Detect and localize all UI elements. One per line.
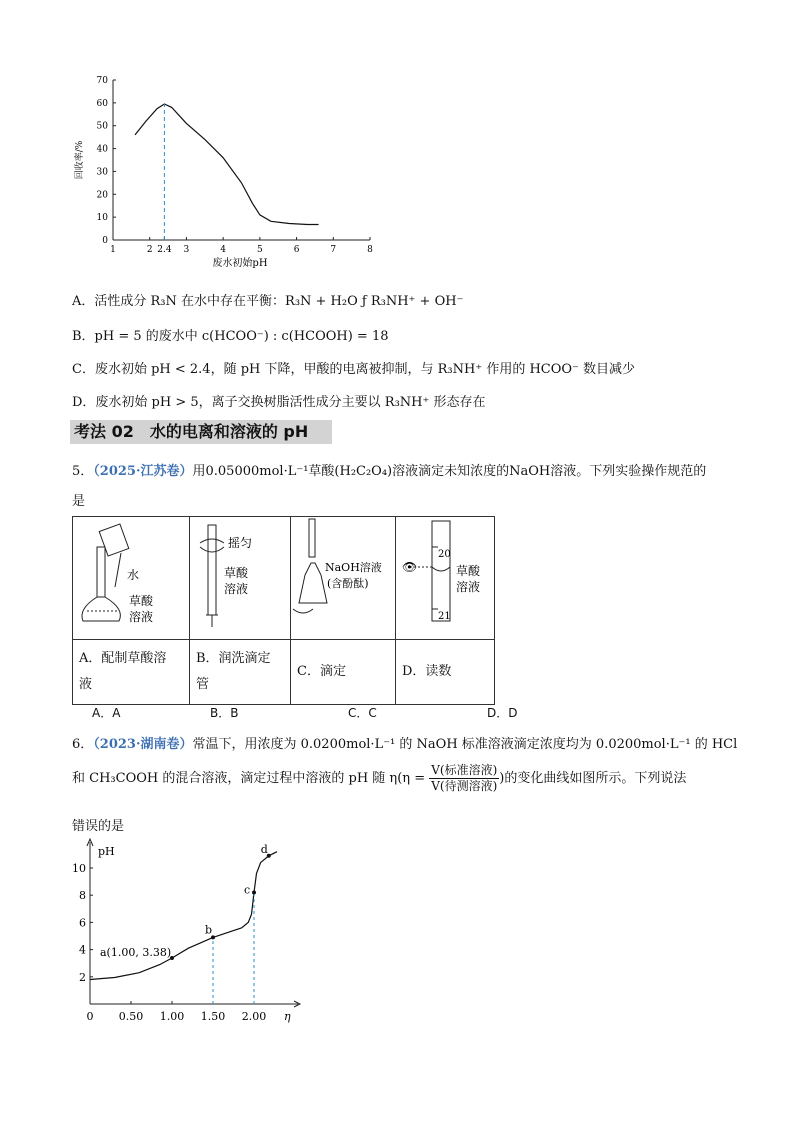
choice-c: C．C (348, 706, 377, 720)
fig-cell-a (73, 517, 190, 640)
section-header: 考法 02 水的电离和溶液的 pH (70, 420, 332, 444)
point-c (252, 890, 256, 894)
option-a: A．活性成分 R₃N 在水中存在平衡：R₃N + H₂O ƒ R₃NH⁺ + OH⁻ (72, 294, 464, 309)
y-tick-label: 70 (96, 76, 108, 86)
choice-d: D．D (487, 706, 518, 720)
question-text: 用0.05000mol·L⁻¹草酸(H₂C₂O₄)溶液滴定未知浓度的NaOH溶液。下列实验操作规范的 (192, 464, 707, 479)
fig-label: 溶液 (129, 610, 154, 624)
question-6 (72, 733, 737, 752)
titration-curve-chart (70, 836, 310, 1026)
x-tick-label: 0 (86, 1010, 94, 1023)
operations-table (72, 516, 495, 705)
x-tick-label: 6 (293, 245, 300, 255)
y-tick-label: 20 (96, 190, 108, 201)
question-number: 6． (72, 737, 94, 752)
question-text: 常温下，用浓度为 0.0200mol·L⁻¹ 的 NaOH 标准溶液滴定浓度均为 0.0200mol·L⁻¹ 的 HCl (192, 737, 738, 752)
fig-label: 溶液 (224, 582, 249, 596)
y-tick-label: 40 (96, 144, 108, 155)
option-b: B．pH = 5 的废水中 c(HCOO⁻) : c(HCOOH) = 18 (72, 329, 389, 344)
x-axis-label: 废水初始pH (212, 258, 268, 269)
option-d: D．废水初始 pH > 5，离子交换树脂活性成分主要以 R₃NH⁺ 形态存在 (72, 395, 486, 410)
y-axis-label: 回收率/% (75, 140, 85, 180)
fig-label: 摇匀 (228, 536, 253, 550)
x-tick-label: 8 (367, 245, 373, 255)
fig-label: NaOH溶液 (325, 561, 382, 574)
reading-figure (396, 517, 494, 635)
burette-figure (190, 517, 290, 635)
option-label-c: C．滴定 (291, 640, 396, 705)
option-c: C．废水初始 pH < 2.4，随 pH 下降，甲酸的电离被抑制，与 R₃NH⁺ 作用的 HCOO⁻ 数目减少 (72, 362, 636, 377)
y-tick-label: 4 (79, 943, 86, 957)
recovery-rate-chart (70, 72, 380, 282)
fig-cell-c (291, 517, 396, 640)
y-tick-label: 10 (72, 862, 86, 875)
y-tick-label: 6 (79, 916, 86, 930)
y-tick-label: 60 (96, 98, 108, 109)
x-tick-label: 7 (330, 245, 337, 255)
x-tick-label: 1 (110, 245, 116, 255)
point-c-label: c (244, 883, 251, 897)
x-tick-label: 3 (183, 245, 190, 255)
question-5-cont: 是 (72, 494, 86, 509)
volumetric-flask-figure (73, 517, 189, 635)
choice-b: B．B (210, 706, 239, 720)
y-tick-label: 0 (102, 236, 108, 246)
x-tick-label: 1.00 (159, 1010, 185, 1023)
eye-icon: 👁 (402, 560, 418, 574)
question-6-line2: 和 CH₃COOH 的混合溶液，滴定过程中溶液的 pH 随 η(η = $\frac{\text{V(标准溶液)}}{\text{V(待测溶液)}}$ )的变化曲线如图所示。下列说法 (72, 763, 687, 793)
x-tick-label: 4 (220, 245, 227, 255)
y-tick-label: 8 (79, 889, 86, 903)
fig-cell-b (190, 517, 291, 640)
question-source: （2025·江苏卷） (93, 464, 193, 479)
x-tick-label: 2 (146, 245, 153, 255)
x-tick-label: 1.50 (200, 1010, 226, 1023)
choice-a: A．A (92, 706, 121, 720)
fig-cell-d (396, 517, 495, 640)
question-number: 5． (72, 464, 94, 479)
y-tick-label: 2 (79, 970, 86, 984)
point-a-label: a(1.00, 3.38) (100, 946, 172, 960)
fig-label: 草酸 (224, 566, 249, 580)
x-tick-label: 0.50 (118, 1010, 144, 1023)
x-tick-label: 5 (256, 245, 263, 255)
fig-label: 20 (438, 549, 451, 560)
option-label-a: A．配制草酸溶 液 (73, 640, 190, 705)
y-tick-label: 10 (96, 213, 108, 224)
option-label-d: D．读数 (396, 640, 495, 705)
x-axis-label: η (284, 1010, 291, 1023)
point-b-label: b (205, 923, 213, 937)
recovery-curve (135, 104, 319, 225)
x-tick-label: 2.00 (241, 1010, 267, 1023)
question-source: （2023·湖南卷） (93, 737, 193, 752)
fig-label: 溶液 (456, 580, 481, 594)
fig-label: 21 (438, 611, 451, 622)
y-tick-label: 50 (96, 121, 108, 132)
titration-figure (291, 517, 395, 635)
question-6-line3: 错误的是 (72, 819, 125, 834)
eta-fraction: $\frac{\text{V(标准溶液)}}{\text{V(待测溶液)}}$ (431, 763, 498, 793)
y-axis-label: pH (98, 845, 115, 858)
fig-label: (含酚酞) (327, 577, 369, 590)
titration-curve (90, 852, 277, 980)
question-5 (72, 460, 706, 479)
x-tick-label: 2.4 (157, 245, 172, 255)
fig-label: 草酸 (456, 564, 481, 578)
option-label-b: B．润洗滴定 管 (190, 640, 291, 705)
y-tick-label: 30 (96, 167, 108, 178)
fig-label: 水 (127, 568, 140, 582)
point-d-label: d (260, 842, 268, 856)
fig-label: 草酸 (129, 594, 154, 608)
